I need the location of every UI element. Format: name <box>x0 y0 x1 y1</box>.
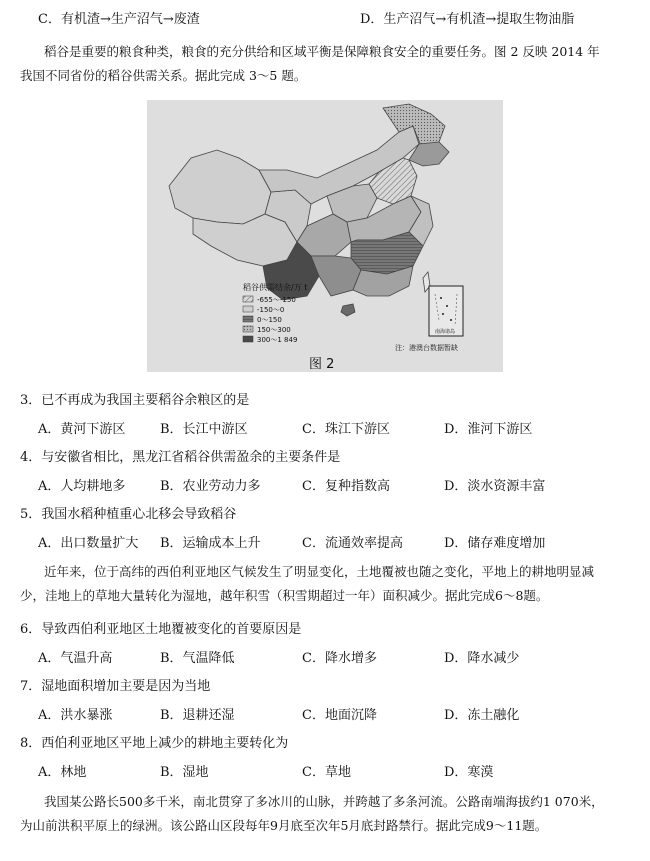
option-d-prev: D．生产沼气→有机渣→提取生物油脂 <box>360 12 575 27</box>
intro-line: 稻谷是重要的粮食种类，粮食的充分供给和区域平衡是保障粮食安全的重要任务。图 2 反映 2014 年 <box>44 44 600 59</box>
legend-swatch-5 <box>243 336 253 342</box>
legend-label-5: 300～1 849 <box>257 336 298 344</box>
question-4-option-c[interactable]: C．复种指数高 <box>302 479 390 494</box>
question-7-option-d[interactable]: D．冻土融化 <box>444 708 520 723</box>
question-6-stem: 6．导致西伯利亚地区土地覆被变化的首要原因是 <box>20 622 302 637</box>
question-4-option-b[interactable]: B．农业劳动力多 <box>160 479 261 494</box>
intro-line: 我国某公路长500多千米，南北贯穿了多冰川的山脉，并跨越了多条河流。公路南端海拔约1 070米， <box>44 794 604 809</box>
intro-line: 为山前洪积平原上的绿洲。该公路山区段每年9月底至次年5月底封路禁行。据此完成9～11题。 <box>20 818 548 833</box>
question-5-option-a[interactable]: A．出口数量扩大 <box>38 536 139 551</box>
question-6-option-d[interactable]: D．降水减少 <box>444 651 520 666</box>
question-7-stem: 7．湿地面积增加主要是因为当地 <box>20 679 211 694</box>
legend-title: 稻谷供需结余/万 t <box>243 283 308 292</box>
legend-label-2: -150～0 <box>257 306 285 314</box>
legend-swatch-1 <box>243 296 253 302</box>
legend-swatch-4 <box>243 326 253 332</box>
intro-line: 我国不同省份的稻谷供需关系。据此完成 3～5 题。 <box>20 68 307 83</box>
figure-caption: 图 2 <box>309 357 335 372</box>
intro-line: 近年来，位于高纬的西伯利亚地区气候发生了明显变化，土地覆被也随之变化，平地上的耕地明显减 <box>44 564 595 579</box>
intro-line: 少，洼地上的草地大量转化为湿地，越年积雪（积雪期超过一年）面积减少。据此完成6～8题。 <box>20 588 549 603</box>
question-3-option-c[interactable]: C．珠江下游区 <box>302 422 390 437</box>
question-5-option-d[interactable]: D．储存难度增加 <box>444 536 546 551</box>
south-china-sea-inset <box>429 286 463 336</box>
legend-label-4: 150～300 <box>257 326 291 334</box>
legend-label-3: 0～150 <box>257 316 282 324</box>
legend-label-1: -655～-150 <box>257 296 296 304</box>
question-3-option-a[interactable]: A．黄河下游区 <box>38 422 126 437</box>
map-note: 注：港澳台数据暂缺 <box>395 344 458 352</box>
question-8-stem: 8．西伯利亚地区平地上减少的耕地主要转化为 <box>20 736 289 751</box>
question-7-option-b[interactable]: B．退耕还湿 <box>160 708 235 723</box>
intro-paragraph-siberia <box>20 560 632 608</box>
question-8-option-d[interactable]: D．寒漠 <box>444 765 494 780</box>
legend-swatch-2 <box>243 306 253 312</box>
rice-supply-demand-map <box>147 100 503 372</box>
question-5-option-b[interactable]: B．运输成本上升 <box>160 536 261 551</box>
question-4-option-a[interactable]: A．人均耕地多 <box>38 479 126 494</box>
question-8-option-c[interactable]: C．草地 <box>302 765 351 780</box>
question-5-option-c[interactable]: C．流通效率提高 <box>302 536 403 551</box>
question-4-option-d[interactable]: D．淡水资源丰富 <box>444 479 546 494</box>
intro-paragraph-rice <box>20 40 632 88</box>
question-7-option-a[interactable]: A．洪水暴涨 <box>38 708 113 723</box>
question-3-option-b[interactable]: B．长江中游区 <box>160 422 248 437</box>
question-8-option-a[interactable]: A．林地 <box>38 765 87 780</box>
question-7-option-c[interactable]: C．地面沉降 <box>302 708 377 723</box>
question-6-option-b[interactable]: B．气温降低 <box>160 651 235 666</box>
intro-paragraph-highway <box>20 790 632 838</box>
question-6-option-a[interactable]: A．气温升高 <box>38 651 113 666</box>
legend-swatch-3 <box>243 316 253 322</box>
question-8-option-b[interactable]: B．湿地 <box>160 765 209 780</box>
question-3-stem: 3．已不再成为我国主要稻谷余粮区的是 <box>20 393 250 408</box>
question-5-stem: 5．我国水稻种植重心北移会导致稻谷 <box>20 507 237 522</box>
inset-label: 南海诸岛 <box>435 329 456 335</box>
question-4-stem: 4．与安徽省相比，黑龙江省稻谷供需盈余的主要条件是 <box>20 450 341 465</box>
question-6-option-c[interactable]: C．降水增多 <box>302 651 377 666</box>
question-3-option-d[interactable]: D．淮河下游区 <box>444 422 533 437</box>
option-c-prev: C．有机渣→生产沼气→废渣 <box>38 12 200 27</box>
